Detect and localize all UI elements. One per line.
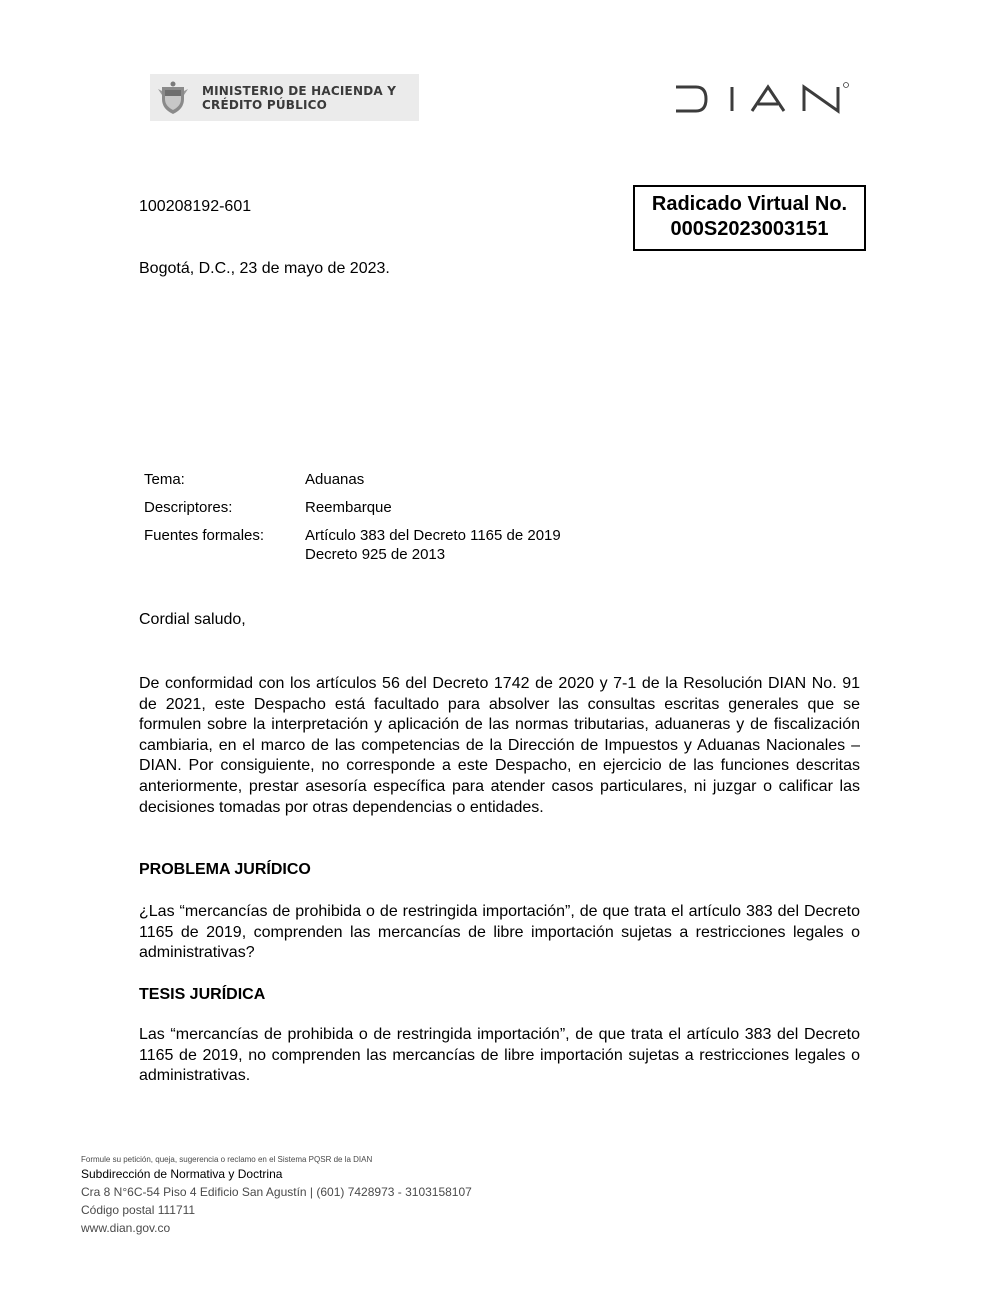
meta-row-tema: [144, 470, 561, 489]
descriptores-value: Reembarque: [305, 499, 392, 516]
fuentes-label: Fuentes formales:: [144, 527, 265, 544]
meta-row-descriptores: [144, 498, 561, 517]
heading-tesis-juridica: TESIS JURÍDICA: [139, 986, 266, 1003]
metadata-table: [144, 470, 561, 573]
salutation: Cordial saludo,: [139, 611, 246, 628]
footer-department: Subdirección de Normativa y Doctrina: [81, 1167, 283, 1181]
dian-logo-text: DIAN: [672, 80, 675, 81]
pqsr-note: Formule su petición, queja, sugerencia o reclamo en el Sistema PQSR de la DIAN: [81, 1155, 373, 1164]
heading-problema-juridico: PROBLEMA JURÍDICO: [139, 861, 311, 878]
dian-logo: [672, 80, 852, 116]
footer-postal-code: Código postal 111711: [81, 1203, 196, 1217]
tesis-paragraph: Las “mercancías de prohibida o de restringida importación”, de que trata el artículo 383 del Decreto 1165 de 2019, no comprenden las mercancías de libre importación sujetas a restricciones legales o administrativas.: [139, 1026, 860, 1085]
tema-value: Aduanas: [305, 471, 365, 488]
coat-of-arms-icon: [158, 81, 188, 115]
meta-row-fuentes: [144, 526, 561, 564]
reference-number: 100208192-601: [139, 198, 252, 215]
problema-paragraph: ¿Las “mercancías de prohibida o de restringida importación”, de que trata el artículo 383 del Decreto 1165 de 2019, comprenden las mercancías de libre importación sujetas a restricciones legales o administrativas?: [139, 903, 860, 962]
tema-label: Tema:: [144, 471, 185, 488]
radicado-label: Radicado Virtual No.: [651, 193, 848, 215]
city-date: Bogotá, D.C., 23 de mayo de 2023.: [139, 260, 390, 277]
fuentes-value-1: Artículo 383 del Decreto 1165 de 2019: [305, 527, 561, 544]
ministry-name-line1: MINISTERIO DE HACIENDA Y: [202, 83, 397, 98]
fuentes-values: [305, 526, 561, 564]
intro-paragraph: De conformidad con los artículos 56 del Decreto 1742 de 2020 y 7-1 de la Resolución DIAN No. 91 de 2021, este Despacho está facultado para absolver las consultas escritas generales que se formulen sobre la interpretación y aplicación de las normas tributarias, aduaneras y de fiscalización cambiaria, en el marco de las competencias de la Dirección de Impuestos y Aduanas Nacionales – DIAN. Por consiguiente, no corresponde a este Despacho, en ejercicio de las funciones descritas anteriormente, prestar asesoría específica para atender casos particulares, ni juzgar o calificar las decisiones tomadas por otras dependencias o entidades.: [139, 675, 860, 816]
descriptores-label: Descriptores:: [144, 499, 233, 516]
footer: [81, 1154, 472, 1237]
radicado-number: 000S2023003151: [670, 218, 829, 240]
footer-address: Cra 8 N°6C-54 Piso 4 Edificio San Agustín | (601) 7428973 - 3103158107: [81, 1185, 472, 1199]
radicado-box: [633, 185, 866, 251]
ministry-name-line2: CRÉDITO PÚBLICO: [202, 97, 328, 112]
ministry-logo: [150, 74, 419, 121]
fuentes-value-2: Decreto 925 de 2013: [305, 546, 446, 563]
footer-website-link[interactable]: www.dian.gov.co: [81, 1221, 171, 1235]
